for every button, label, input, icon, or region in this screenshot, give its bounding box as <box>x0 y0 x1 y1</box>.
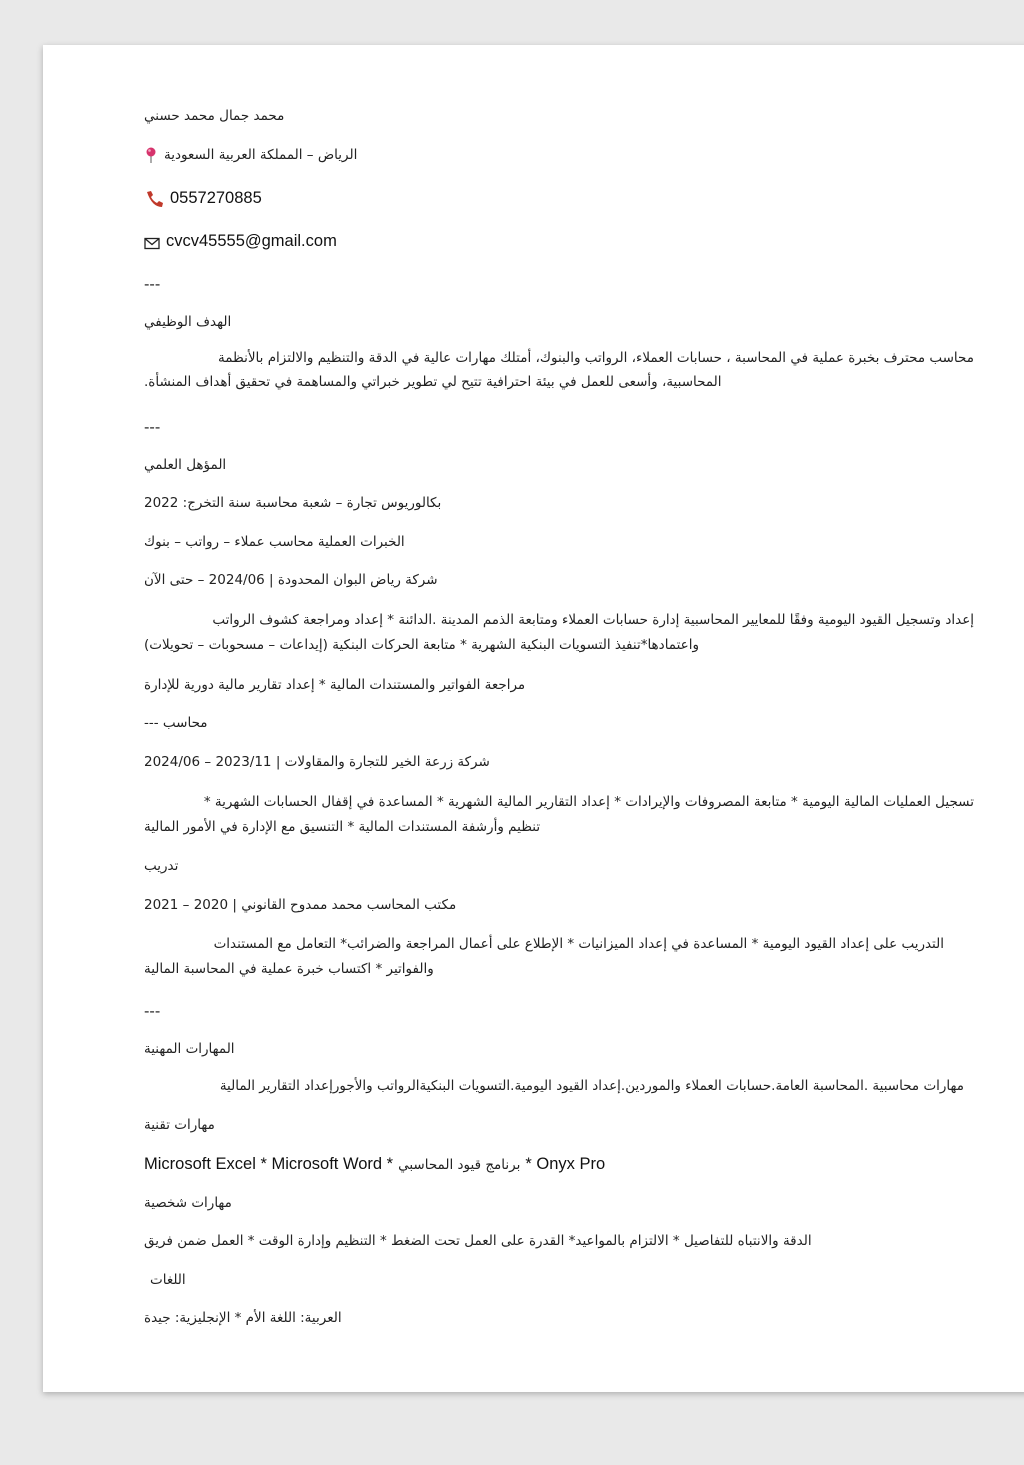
location-text: الرياض – المملكة العربية السعودية <box>164 147 358 163</box>
technical-skills <box>144 1155 605 1174</box>
accounting-skills: مهارات محاسبية .المحاسبة العامة.حسابات العملاء والموردين.إعداد القيود اليومية.التسويات البنكيةالرواتب والأجورإعداد التقارير المالية <box>219 1078 964 1094</box>
job1-duties-line-1: إعداد وتسجيل القيود اليومية وفقًا للمعايير المحاسبية إدارة حسابات العملاء ومتابعة الذمم المدينة .الدائنة * إعداد ومراجعة كشوف الرواتب <box>212 612 974 628</box>
training-duties-line-2: والفواتير * اكتساب خبرة عملية في المحاسبة المالية <box>144 961 434 977</box>
envelope-icon <box>144 235 160 248</box>
education-degree: بكالوريوس تجارة – شعبة محاسبة سنة التخرج: 2022 <box>144 495 442 511</box>
phone-row <box>144 189 262 208</box>
objective-line-1: محاسب محترف بخبرة عملية في المحاسبة ، حسابات العملاء، الرواتب والبنوك، أمتلك مهارات عالية في الدقة والتنظيم والالتزام بالأنظمة <box>217 350 974 366</box>
location-row <box>144 146 357 164</box>
experience-heading: الخبرات العملية محاسب عملاء – رواتب – بنوك <box>144 534 405 550</box>
job2-duties-line-1: تسجيل العمليات المالية اليومية * متابعة المصروفات والإيرادات * إعداد التقارير المالية الشهرية * المساعدة في إقفال الحسابات الشهرية * <box>203 794 974 810</box>
training-company: مكتب المحاسب محمد ممدوح القانوني | 2020 – 2021 <box>144 897 457 913</box>
separator: --- <box>144 275 161 293</box>
email-address: cvcv45555@gmail.com <box>166 232 337 250</box>
full-name: محمد جمال محمد حسني <box>144 108 285 124</box>
email-row <box>144 232 337 251</box>
phone-icon <box>144 190 164 208</box>
job2-company: شركة زرعة الخير للتجارة والمقاولات | 2023/11 – 2024/06 <box>144 754 490 770</box>
technical-skills-arabic: برنامج قيود المحاسبي <box>398 1156 521 1173</box>
skills-heading: المهارات المهنية <box>144 1041 235 1057</box>
job1-company: شركة رياض البوان المحدودة | 2024/06 – حتى الآن <box>144 572 438 588</box>
job1-duties-line-2: واعتمادها*تنفيذ التسويات البنكية الشهرية * متابعة الحركات البنكية (إيداعات – مسحوبات – تحويلات) <box>144 637 700 653</box>
objective-heading: الهدف الوظيفي <box>144 314 232 330</box>
personal-skills: الدقة والانتباه للتفاصيل * الالتزام بالمواعيد* القدرة على العمل تحت الضغط * التنظيم وإدارة الوقت * العمل ضمن فريق <box>144 1233 812 1249</box>
technical-skills-microsoft: Microsoft Excel * Microsoft Word * <box>144 1155 394 1173</box>
languages-text: العربية: اللغة الأم * الإنجليزية: جيدة <box>144 1310 342 1326</box>
languages-heading: اللغات <box>150 1272 186 1288</box>
map-pin-icon <box>144 146 158 164</box>
job2-title: محاسب --- <box>144 715 208 731</box>
education-heading: المؤهل العلمي <box>144 457 227 473</box>
training-duties-line-1: التدريب على إعداد القيود اليومية * المساعدة في إعداد الميزانيات * الإطلاع على أعمال المراجعة والضرائب* التعامل مع المستندات <box>213 936 944 952</box>
personal-skills-heading: مهارات شخصية <box>144 1195 232 1211</box>
objective-line-2: المحاسبية، وأسعى للعمل في بيئة احترافية تتيح لي تطوير خبراتي والمساهمة في تحقيق أهداف المنشأة. <box>144 374 722 390</box>
job2-duties-line-2: تنظيم وأرشفة المستندات المالية * التنسيق مع الإدارة في الأمور المالية <box>144 819 541 835</box>
job1-duties-line-3: مراجعة الفواتير والمستندات المالية * إعداد تقارير مالية دورية للإدارة <box>144 677 526 693</box>
phone-number: 0557270885 <box>170 189 262 207</box>
separator: --- <box>144 1002 161 1020</box>
technical-skills-heading: مهارات تقنية <box>144 1117 215 1133</box>
technical-skills-onyx: * Onyx Pro <box>525 1155 606 1173</box>
separator: --- <box>144 418 161 436</box>
training-title: تدريب <box>144 858 179 874</box>
